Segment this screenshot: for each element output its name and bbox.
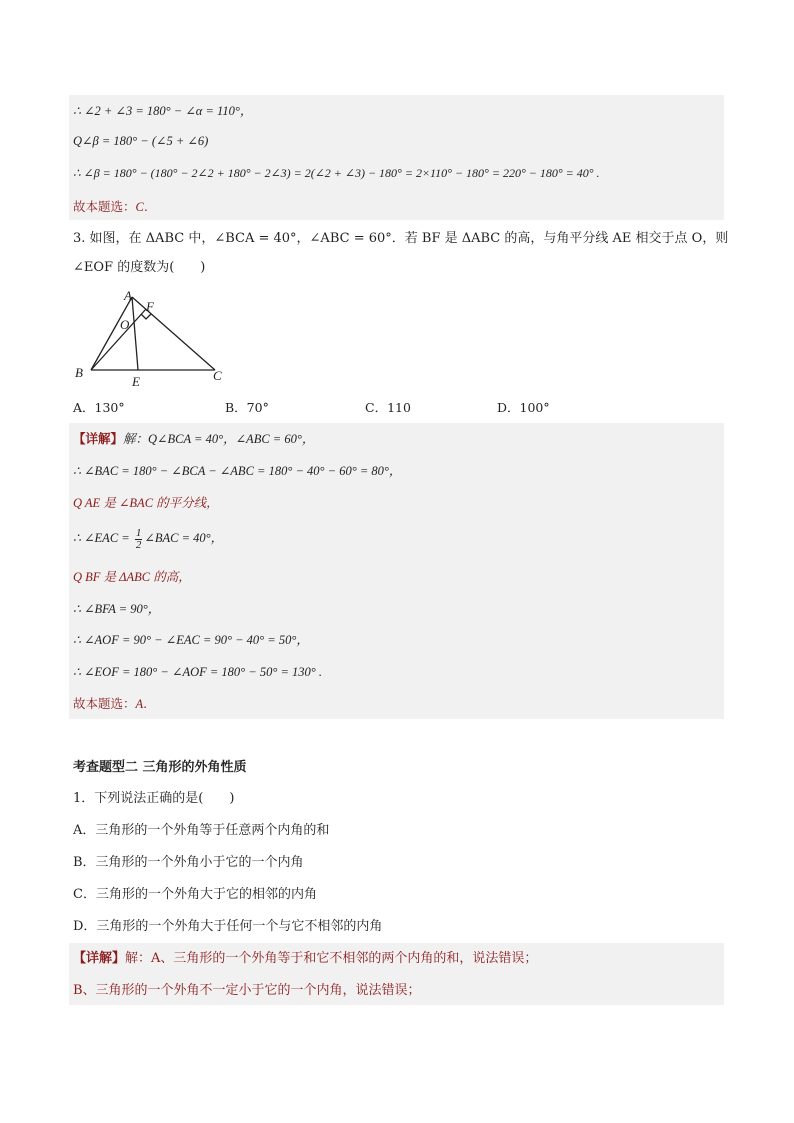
sol3-answer-letter: A — [135, 697, 144, 711]
q3-stem-line1: 3. 如图，在 ΔABC 中，∠BCA = 40°，∠ABC = 60°．若 BF 是 ΔABC 的高，与角平分线 AE 相交于点 O，则 — [73, 231, 729, 246]
fraction-half — [135, 528, 143, 551]
sol3-answer-dot: . — [143, 696, 148, 711]
sol3-tag: 【详解】 — [73, 431, 124, 446]
sol3-line7: ∴ ∠AOF = 90° − ∠EAC = 90° − 40° = 50°， — [73, 633, 309, 647]
sol3-line1 — [73, 430, 314, 448]
label-B: B — [75, 365, 83, 380]
q3-stem-line2: ∠EOF 的度数为( ) — [73, 260, 206, 275]
s2-option-d[interactable]: D．三角形的一个外角大于任何一个与它不相邻的内角 — [73, 919, 383, 934]
b1-answer — [73, 198, 148, 216]
sol3-line5: Q BF 是 ΔABC 的高， — [73, 570, 191, 584]
sol3-line4-a: ∴ ∠EAC = — [73, 531, 133, 545]
b1-answer-label: 故本题选： — [73, 199, 136, 214]
s2-sol-line1-text: 解：A、三角形的一个外角等于和它不相邻的两个内角的和，说法错误； — [125, 951, 538, 966]
sol3-answer — [73, 695, 147, 713]
label-E: E — [132, 374, 140, 388]
sol3-line8: ∴ ∠EOF = 180° − ∠AOF = 180° − 50° = 130° . — [73, 665, 323, 679]
s2-sol-line2: B、三角形的一个外角不一定小于它的一个内角，说法错误； — [73, 983, 421, 998]
label-F: F — [146, 299, 154, 314]
sol3-line4-b: ∠BAC = 40°， — [144, 531, 224, 545]
sol3-line4 — [73, 524, 223, 552]
q3-option-d[interactable]: D．100° — [497, 400, 550, 415]
fraction-num: 1 — [135, 526, 142, 539]
s2-option-a[interactable]: A．三角形的一个外角等于任意两个内角的和 — [73, 823, 330, 838]
sol3-line6: ∴ ∠BFA = 90°， — [73, 602, 161, 616]
s2-option-c[interactable]: C．三角形的一个外角大于它的相邻的内角 — [73, 887, 317, 902]
q3-option-c[interactable]: C．110 — [365, 400, 411, 415]
s2-option-b[interactable]: B．三角形的一个外角小于它的一个内角 — [73, 855, 304, 870]
q3-option-a[interactable]: A．130° — [73, 400, 125, 415]
triangle-figure — [70, 288, 230, 388]
label-A: A — [124, 288, 132, 303]
b1-line2: Q∠β = 180° − (∠5 + ∠6) — [73, 134, 209, 148]
sol3-line3: Q AE 是 ∠BAC 的平分线， — [73, 496, 219, 510]
b1-line3: ∴ ∠β = 180° − (180° − 2∠2 + 180° − 2∠3) = 2(∠2 + ∠3) − 180° = 2×110° − 180° = 220° − 180° = 40° . — [73, 166, 600, 180]
section2-title: 考查题型二 三角形的外角性质 — [73, 760, 247, 775]
sol3-line2: ∴ ∠BAC = 180° − ∠BCA − ∠ABC = 180° − 40° − 60° = 80°， — [73, 464, 402, 478]
sol3-answer-label: 故本题选： — [73, 696, 136, 711]
s2-sol-tag: 【详解】 — [73, 951, 126, 966]
q3-option-b[interactable]: B．70° — [225, 400, 269, 415]
b1-answer-dot: . — [143, 199, 148, 214]
b1-answer-letter: C — [135, 200, 144, 214]
s2-q1-stem: 1．下列说法正确的是( ) — [73, 791, 235, 806]
sol3-line1-text: 解：Q∠BCA = 40°，∠ABC = 60°， — [123, 432, 315, 446]
b1-line1: ∴ ∠2 + ∠3 = 180° − ∠α = 110°， — [73, 104, 253, 118]
label-O: O — [120, 317, 130, 332]
s2-sol-line1 — [73, 950, 537, 968]
fraction-den: 2 — [135, 538, 142, 551]
label-C: C — [213, 368, 222, 383]
